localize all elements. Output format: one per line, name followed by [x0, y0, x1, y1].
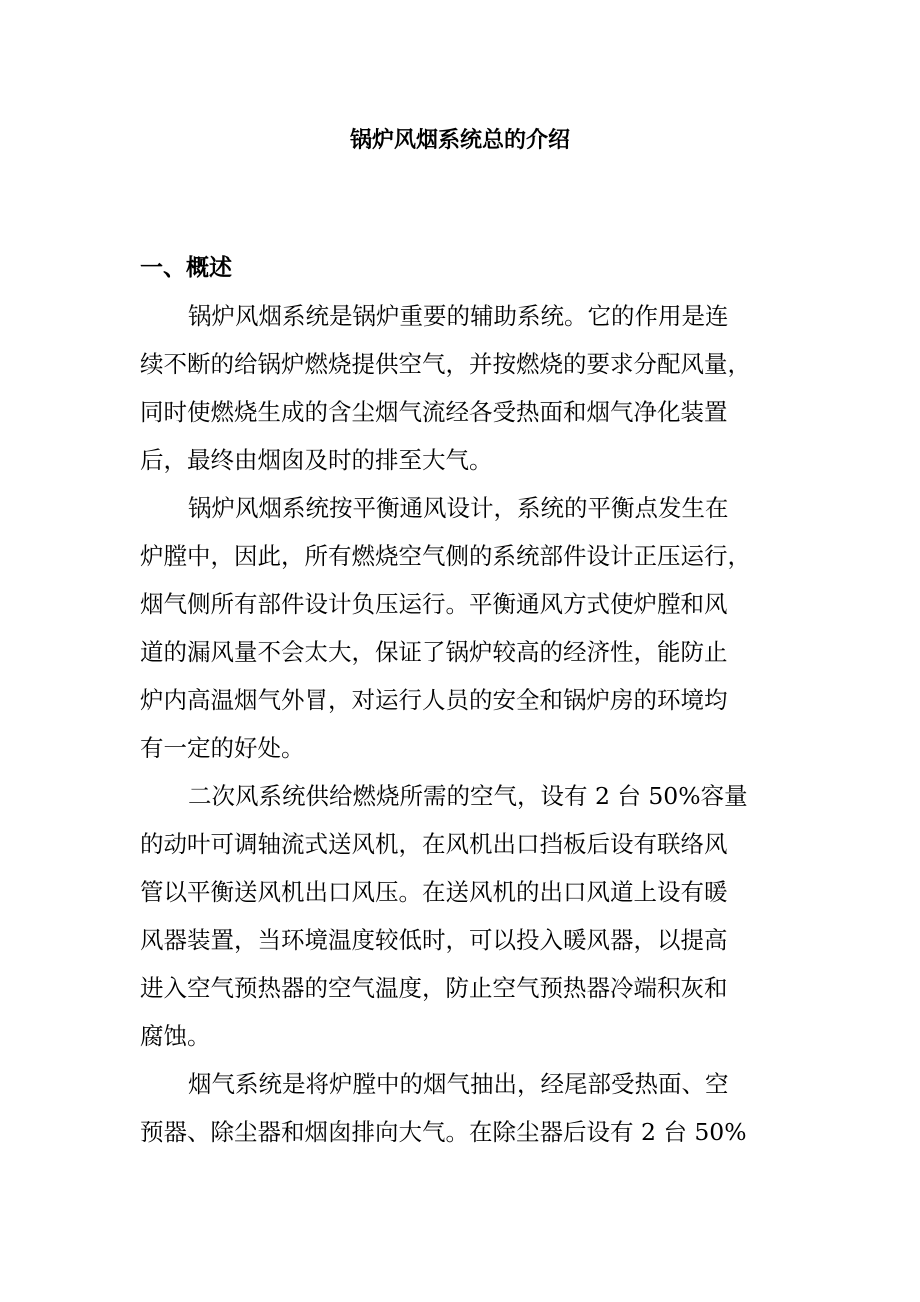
- paragraph: [140, 1060, 790, 1156]
- paragraph-line: 有一定的好处。: [140, 734, 305, 762]
- paragraph-line: 锅炉风烟系统是锅炉重要的辅助系统。它的作用是连: [188, 302, 729, 330]
- paragraph: [140, 772, 790, 1060]
- paragraph-line: 进入空气预热器的空气温度，防止空气预热器冷端积灰和: [140, 974, 728, 1002]
- paragraph-line: 后，最终由烟囱及时的排至大气。: [140, 446, 493, 474]
- paragraph: [140, 484, 790, 772]
- paragraph-line: 烟气系统是将炉膛中的烟气抽出，经尾部受热面、空: [188, 1070, 729, 1098]
- paragraph-line: 续不断的给锅炉燃烧提供空气，并按燃烧的要求分配风量，: [140, 350, 751, 378]
- paragraph-line: 炉膛中，因此，所有燃烧空气侧的系统部件设计正压运行，: [140, 542, 751, 570]
- paragraph-line: 锅炉风烟系统按平衡通风设计，系统的平衡点发生在: [188, 494, 729, 522]
- paragraph-line: 管以平衡送风机出口风压。在送风机的出口风道上设有暖: [140, 878, 728, 906]
- section-heading: 一、概述: [140, 254, 232, 281]
- document-body: [140, 292, 790, 1156]
- paragraph-line: 同时使燃烧生成的含尘烟气流经各受热面和烟气净化装置: [140, 398, 728, 426]
- paragraph-line: 二次风系统供给燃烧所需的空气，设有 2 台 50%容量: [188, 782, 748, 810]
- paragraph-line: 道的漏风量不会太大，保证了锅炉较高的经济性，能防止: [140, 638, 728, 666]
- paragraph: [140, 292, 790, 484]
- paragraph-line: 炉内高温烟气外冒，对运行人员的安全和锅炉房的环境均: [140, 686, 728, 714]
- paragraph-line: 烟气侧所有部件设计负压运行。平衡通风方式使炉膛和风: [140, 590, 728, 618]
- document-title: 锅炉风烟系统总的介绍: [349, 127, 570, 153]
- paragraph-line: 腐蚀。: [140, 1022, 211, 1050]
- paragraph-line: 风器装置，当环境温度较低时，可以投入暖风器，以提高: [140, 926, 728, 954]
- paragraph-line: 预器、除尘器和烟囱排向大气。在除尘器后设有 2 台 50%: [140, 1118, 747, 1146]
- paragraph-line: 的动叶可调轴流式送风机，在风机出口挡板后设有联络风: [140, 830, 728, 858]
